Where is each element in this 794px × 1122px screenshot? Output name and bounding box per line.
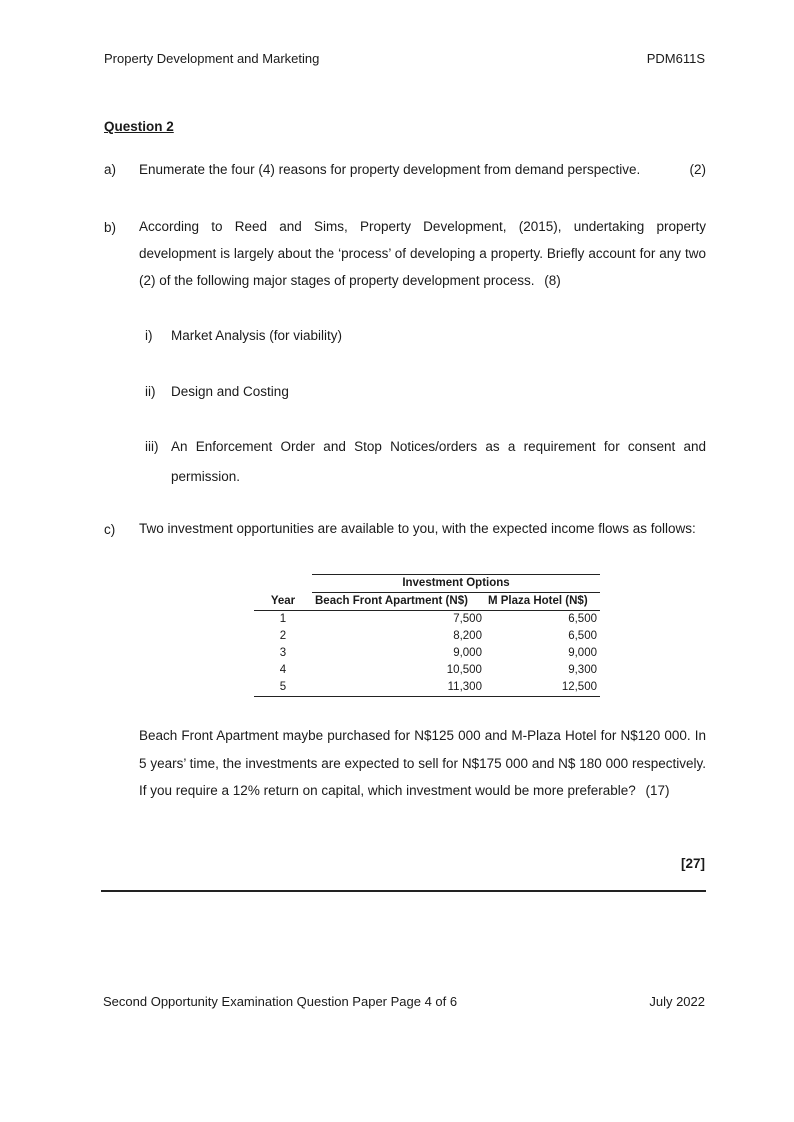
table-row	[254, 611, 600, 629]
cell-beach-front: 9,000	[453, 647, 482, 659]
item-c-followup	[139, 722, 706, 805]
sub-ii-number: ii)	[145, 384, 156, 399]
table-row	[254, 645, 600, 662]
sub-iii-number: iii)	[145, 439, 159, 454]
cell-m-plaza: 9,000	[568, 647, 597, 659]
cell-year: 1	[279, 613, 287, 625]
table-column-headers	[254, 593, 600, 611]
footer-page-info: Second Opportunity Examination Question Paper Page 4 of 6	[103, 994, 458, 1009]
section-divider	[101, 890, 706, 892]
item-a-letter: a)	[104, 162, 117, 177]
cell-year: 5	[254, 679, 312, 697]
table-empty-cell	[254, 575, 312, 593]
item-a-marks: (2)	[689, 162, 706, 177]
investment-options-table	[254, 574, 600, 697]
item-c-text: Two investment opportunities are available to you, with the expected income flows as follows:	[139, 521, 696, 536]
cell-beach-front: 7,500	[453, 613, 482, 625]
table-group-header-row	[254, 575, 600, 593]
header-course-code: PDM611S	[646, 51, 705, 66]
footer-date: July 2022	[649, 994, 705, 1009]
cell-beach-front: 10,500	[446, 664, 482, 676]
col-header-beach-front: Beach Front Apartment (N$)	[312, 593, 485, 611]
sub-i-number: i)	[145, 328, 153, 343]
cell-m-plaza: 9,300	[568, 664, 597, 676]
cell-beach-front: 8,200	[453, 630, 482, 642]
table-row	[254, 662, 600, 679]
item-c-letter: c)	[104, 522, 116, 537]
col-header-m-plaza: M Plaza Hotel (N$)	[485, 593, 600, 611]
total-marks: [27]	[680, 856, 705, 871]
sub-i-text: Market Analysis (for viability)	[171, 328, 343, 343]
item-b-marks: (8)	[544, 273, 561, 288]
item-c-marks: (17)	[645, 783, 670, 798]
item-a-text	[139, 156, 706, 183]
item-b-letter: b)	[104, 220, 117, 235]
cell-m-plaza: 12,500	[485, 679, 600, 697]
cell-m-plaza: 6,500	[568, 630, 597, 642]
cell-year: 2	[279, 630, 287, 642]
cell-m-plaza: 6,500	[568, 613, 597, 625]
table-group-header: Investment Options	[312, 575, 600, 593]
table-row	[254, 679, 600, 697]
item-a-question: Enumerate the four (4) reasons for property development from demand perspective.	[139, 162, 641, 177]
cell-beach-front: 11,300	[312, 679, 485, 697]
cell-year: 3	[279, 647, 287, 659]
sub-ii-text: Design and Costing	[171, 384, 289, 399]
question-title: Question 2	[104, 119, 174, 134]
sub-iii-text: An Enforcement Order and Stop Notices/orders as a requirement for consent and permission.	[171, 439, 706, 484]
item-b-question: According to Reed and Sims, Property Development, (2015), undertaking property development is largely about the ‘process’ of developing a property. Briefly account for any two (2) of the following major stages of property development process.	[139, 219, 706, 288]
table-row	[254, 628, 600, 645]
col-header-year: Year	[254, 593, 312, 611]
cell-year: 4	[279, 664, 287, 676]
item-b-text	[139, 213, 706, 294]
header-course-title: Property Development and Marketing	[104, 51, 320, 66]
item-c-followup-text: Beach Front Apartment maybe purchased for N$125 000 and M-Plaza Hotel for N$120 000. In 5 years’ time, the investments are expected to sell for N$175 000 and N$ 180 000 respectively. If you require a 12% return on capital, which investment would be more preferable?	[139, 728, 706, 798]
